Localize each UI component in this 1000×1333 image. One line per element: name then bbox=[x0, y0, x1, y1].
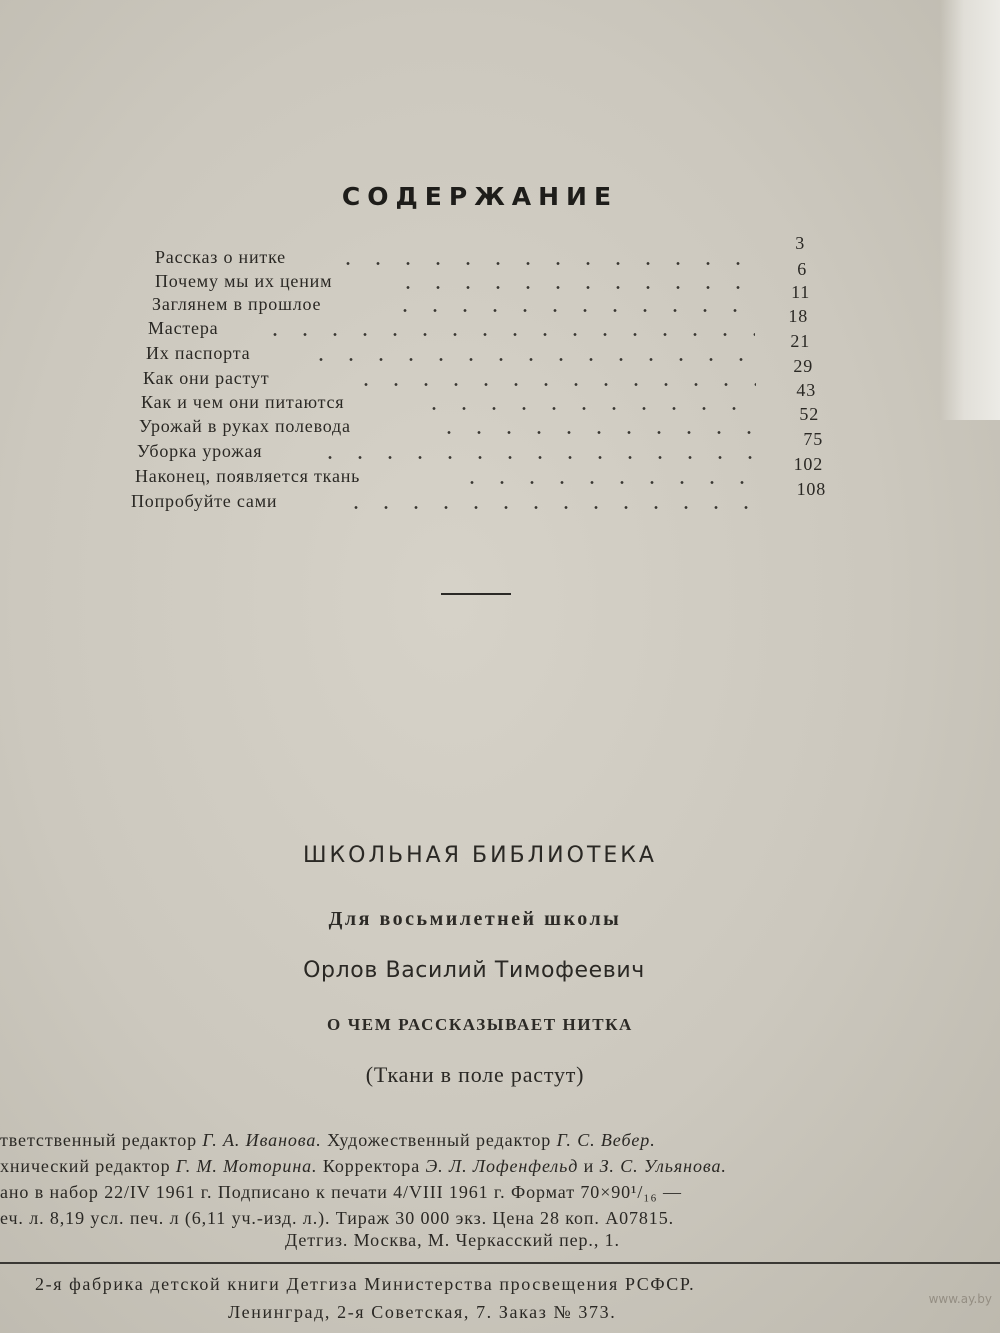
printer-line: 2-я фабрика детской книги Детгиза Министерства просвещения РСФСР. bbox=[35, 1274, 696, 1294]
toc-title: СОДЕРЖАНИЕ bbox=[341, 182, 619, 211]
toc-item-page: 11 bbox=[791, 282, 810, 302]
toc-item-label: Попробуйте сами bbox=[131, 491, 278, 511]
toc-item-page: 75 bbox=[803, 429, 823, 449]
toc-item-page: 102 bbox=[793, 454, 823, 474]
toc-item bbox=[135, 454, 845, 490]
toc-item-label: Почему мы их ценим bbox=[155, 271, 333, 291]
toc-leader-dots bbox=[390, 309, 755, 312]
imprint-line: хнический редактор Г. М. Моторина. Корректора Э. Л. Лофенфельд и З. С. Ульянова. bbox=[0, 1156, 727, 1176]
toc-item-page: 52 bbox=[799, 404, 819, 424]
toc-item bbox=[139, 404, 839, 440]
toc-leader-dots bbox=[393, 286, 753, 289]
imprint-line: Детгиз. Москва, М. Черкасский пер., 1. bbox=[285, 1230, 620, 1250]
toc-item bbox=[155, 233, 805, 271]
imprint-block bbox=[0, 1130, 1000, 1270]
toc-item-label: Как и чем они питаются bbox=[141, 392, 345, 412]
toc-item bbox=[146, 331, 826, 367]
imprint-line: ано в набор 22/IV 1961 г. Подписано к печати 4/VIII 1961 г. Формат 70×90¹/₁₆ — bbox=[0, 1182, 682, 1202]
toc-item bbox=[141, 380, 836, 416]
toc-item-page: 21 bbox=[790, 331, 810, 351]
table-of-contents bbox=[0, 0, 1000, 520]
audience-note: Для восьмилетней школы bbox=[328, 908, 622, 930]
printer-block bbox=[0, 1268, 1000, 1333]
imprint-line: тветственный редактор Г. А. Иванова. Художественный редактор Г. С. Вебер. bbox=[0, 1130, 656, 1150]
series-name: ШКОЛЬНАЯ БИБЛИОТЕКА bbox=[303, 843, 657, 868]
toc-item bbox=[143, 356, 833, 392]
toc-leader-dots bbox=[315, 456, 760, 459]
toc-item-label: Заглянем в прошлое bbox=[152, 294, 322, 314]
toc-item-page: 108 bbox=[796, 479, 826, 499]
author-name: Орлов Василий Тимофеевич bbox=[303, 958, 645, 983]
toc-item-label: Уборка урожая bbox=[137, 441, 263, 461]
toc-item-page: 18 bbox=[788, 306, 808, 326]
toc-item-page: 29 bbox=[793, 356, 813, 376]
toc-leader-dots bbox=[341, 506, 761, 509]
toc-leader-dots bbox=[306, 358, 756, 361]
book-title: О ЧЕМ РАССКАЗЫВАЕТ НИТКА bbox=[327, 1015, 633, 1034]
toc-leader-dots bbox=[434, 431, 759, 434]
toc-item-label: Рассказ о нитке bbox=[155, 247, 286, 267]
toc-item-label: Мастера bbox=[148, 318, 219, 338]
printer-line: Ленинград, 2-я Советская, 7. Заказ № 373. bbox=[228, 1302, 617, 1322]
toc-leader-dots bbox=[260, 333, 755, 336]
toc-item bbox=[152, 282, 812, 318]
book-subtitle: (Ткани в поле растут) bbox=[365, 1062, 585, 1087]
watermark: www.ay.by bbox=[928, 1292, 992, 1306]
toc-item bbox=[137, 429, 842, 465]
toc-item-label: Их паспорта bbox=[146, 343, 251, 363]
toc-item-label: Наконец, появляется ткань bbox=[135, 466, 361, 486]
toc-item-page: 3 bbox=[795, 233, 805, 253]
toc-leader-dots bbox=[351, 383, 756, 386]
toc-item-label: Урожай в руках полевода bbox=[139, 416, 351, 436]
toc-leader-dots bbox=[457, 481, 757, 484]
toc-leader-dots bbox=[419, 407, 759, 410]
imprint-line: еч. л. 8,19 усл. печ. л (6,11 уч.-изд. л.). Тираж 30 000 экз. Цена 28 коп. А07815. bbox=[0, 1208, 675, 1228]
toc-item bbox=[148, 306, 818, 342]
toc-leader-dots bbox=[333, 262, 753, 265]
toc-item-page: 43 bbox=[796, 380, 816, 400]
toc-item-page: 6 bbox=[797, 259, 807, 279]
bottom-rule bbox=[0, 1262, 1000, 1264]
section-divider bbox=[441, 593, 511, 595]
toc-item-label: Как они растут bbox=[143, 368, 270, 388]
toc-item bbox=[131, 479, 851, 515]
